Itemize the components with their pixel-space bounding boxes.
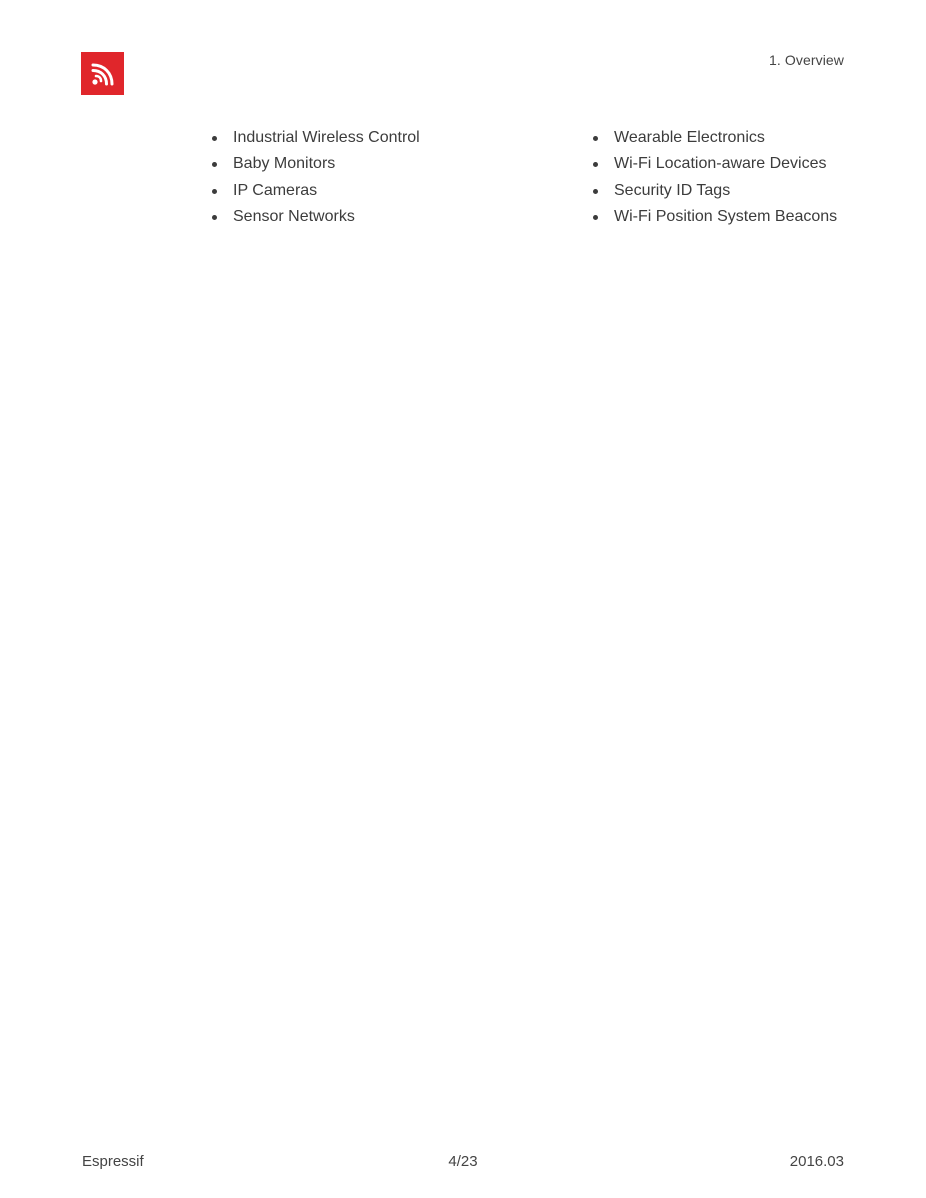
list-item-label: Sensor Networks <box>233 207 355 225</box>
list-item-label: Security ID Tags <box>614 181 731 199</box>
list-item <box>591 126 837 152</box>
list-item-label: Wi-Fi Position System Beacons <box>614 207 838 225</box>
list-item <box>210 126 420 152</box>
list-item <box>210 179 420 205</box>
list-item <box>210 205 420 231</box>
list-item-label: Industrial Wireless Control <box>233 129 420 146</box>
bullet-icon <box>212 189 217 194</box>
list-item-label: IP Cameras <box>233 181 318 199</box>
list-item-label: Wi-Fi Location-aware Devices <box>614 155 827 173</box>
bullet-icon <box>593 189 598 194</box>
bullet-icon <box>593 162 598 167</box>
bullet-icon <box>212 136 217 141</box>
list-item <box>591 205 837 231</box>
bullet-icon <box>593 215 598 220</box>
list-item-label: Wearable Electronics <box>614 129 765 146</box>
list-item-label: Baby Monitors <box>233 155 336 173</box>
bullet-icon <box>593 136 598 141</box>
list-item <box>591 179 837 205</box>
section-title: 1. Overview <box>768 52 844 68</box>
list-item <box>591 152 837 178</box>
espressif-logo-icon <box>81 52 124 95</box>
footer-company: Espressif <box>82 1153 144 1170</box>
bullet-icon <box>212 162 217 167</box>
footer-date: 2016.03 <box>789 1153 844 1170</box>
list-item <box>210 152 420 178</box>
footer-page-number: 4/23 <box>448 1153 478 1170</box>
bullet-icon <box>212 215 217 220</box>
applications-list-left <box>210 126 420 231</box>
applications-list-right <box>591 126 837 231</box>
